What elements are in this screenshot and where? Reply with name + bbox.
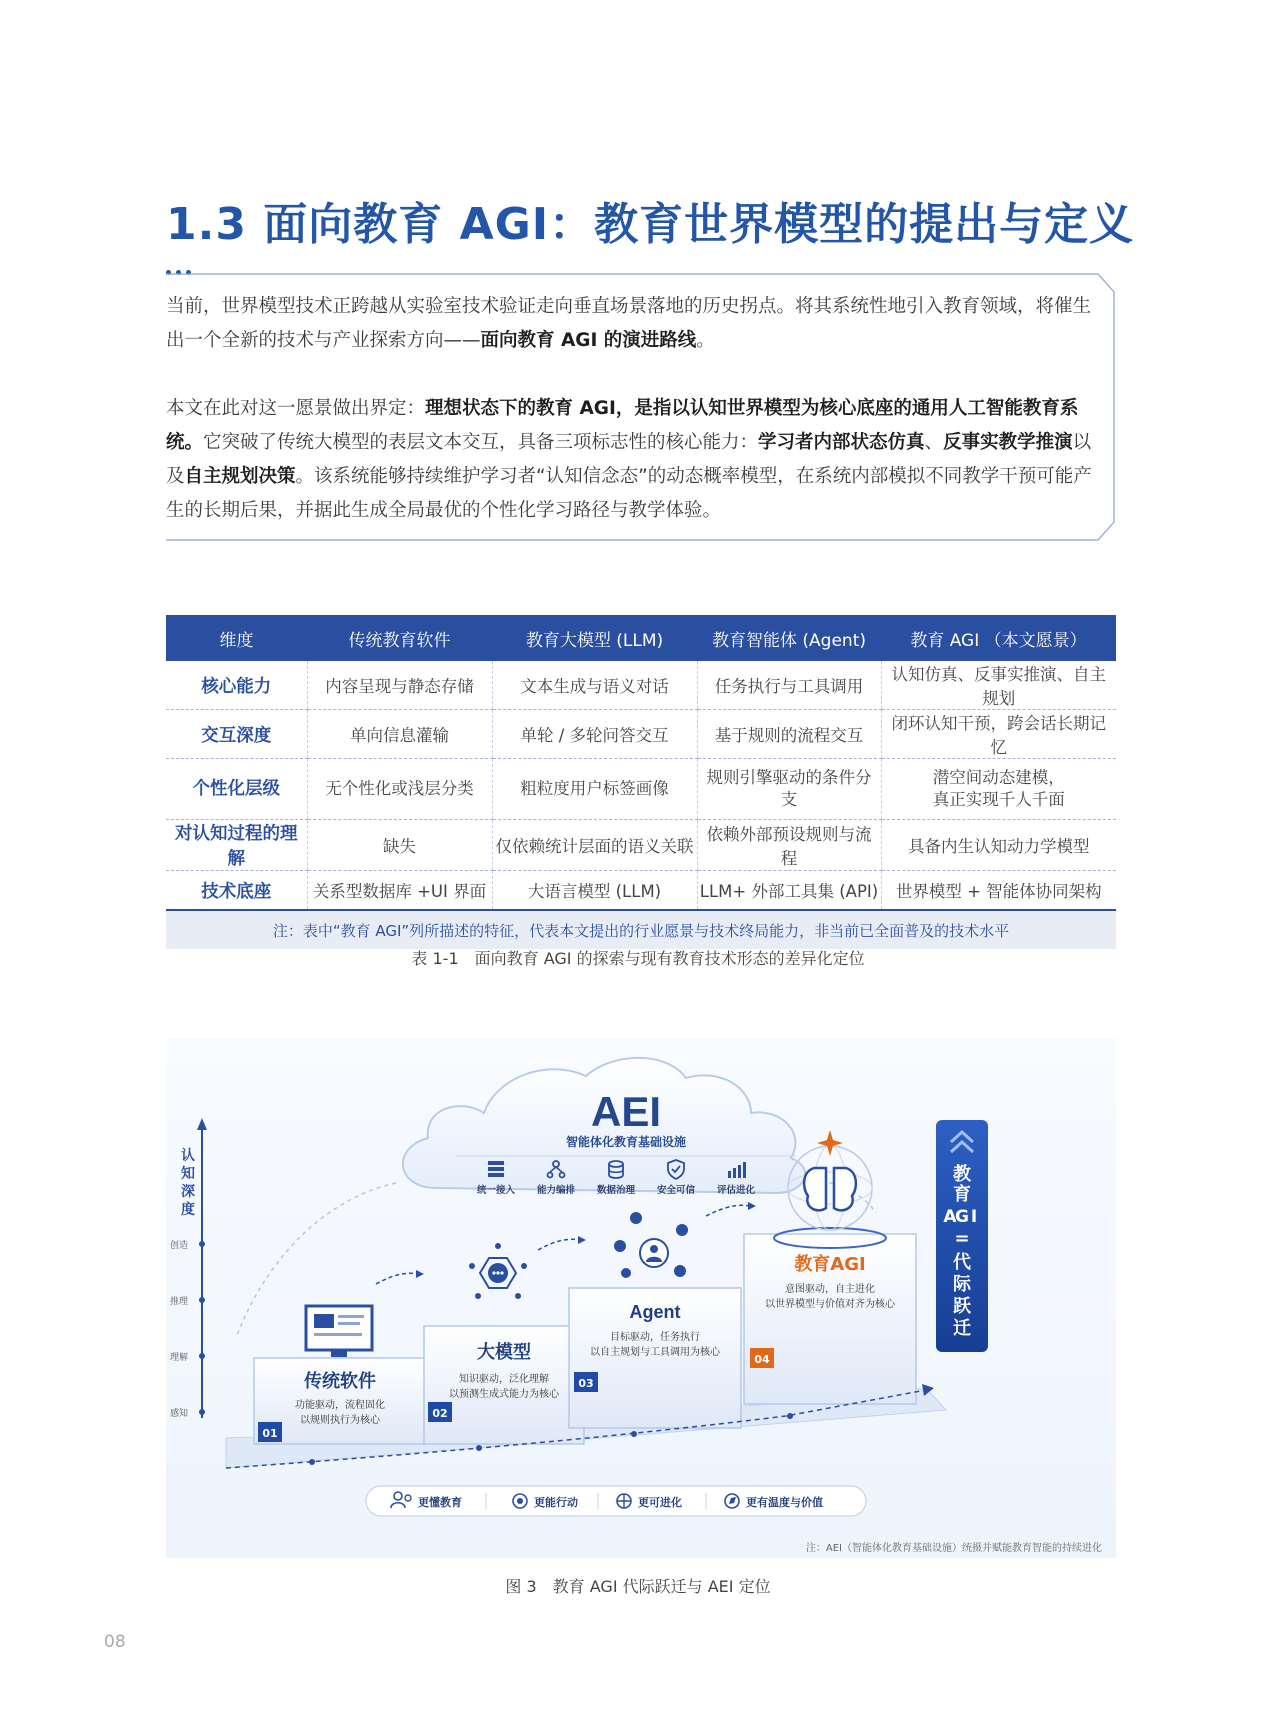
cloud-subtitle: 智能体化教育基础设施	[565, 1135, 687, 1149]
step-desc: 以规则执行为核心	[300, 1415, 380, 1426]
row-header: 个性化层级	[166, 759, 307, 820]
y-axis-label-char: 深	[181, 1184, 195, 1200]
table-cell: 粗粒度用户标签画像	[492, 759, 697, 820]
value-label: 更可进化	[638, 1496, 682, 1509]
y-tick-label: 创造	[169, 1241, 188, 1251]
table-cell: 单向信息灌输	[307, 710, 492, 759]
row-header: 技术底座	[166, 871, 307, 911]
agent-icon	[614, 1212, 688, 1278]
table-cell: 仅依赖统计层面的语义关联	[492, 820, 697, 871]
y-tick-label: 理解	[169, 1353, 188, 1363]
cycle-icon	[617, 1494, 631, 1508]
table-cell: 关系型数据库 +UI 界面	[307, 871, 492, 911]
step-desc: 功能驱动，流程固化	[295, 1400, 385, 1411]
value-label: 更有温度与价值	[746, 1496, 823, 1509]
step-title: 传统软件	[304, 1371, 376, 1392]
y-axis-label-char: 认	[181, 1148, 195, 1164]
y-axis-label-char: 知	[181, 1166, 195, 1182]
row-header: 对认知过程的理解	[166, 820, 307, 871]
banner-char: 代	[953, 1252, 971, 1273]
table-cell: 任务执行与工具调用	[697, 661, 881, 710]
table-row	[166, 759, 1116, 820]
aei-figure	[166, 1038, 1116, 1558]
table-row	[166, 820, 1116, 871]
banner-char: 际	[953, 1274, 971, 1295]
step-number: 01	[262, 1427, 278, 1440]
banner-char: 教	[953, 1164, 971, 1185]
comparison-table	[166, 615, 1116, 949]
value-label: 更能行动	[534, 1496, 578, 1509]
table-cell: 文本生成与语义对话	[492, 661, 697, 710]
step-title: Agent	[629, 1302, 681, 1322]
table-cell: 基于规则的流程交互	[697, 710, 881, 759]
step-number: 03	[578, 1377, 594, 1390]
table-header-row	[166, 615, 1116, 661]
table-cell: 内容呈现与静态存储	[307, 661, 492, 710]
intro-text	[166, 290, 1101, 528]
values-bar	[366, 1486, 866, 1516]
cloud-item-label: 安全可信	[656, 1185, 696, 1196]
step-03	[569, 1212, 741, 1428]
figure-note: 注：AEI（智能体化教育基础设施）统摄并赋能教育智能的持续进化	[805, 1543, 1102, 1554]
table-cell: 闭环认知干预，跨会话长期记忆	[881, 710, 1116, 759]
banner-char: 育	[953, 1184, 971, 1205]
banner-char: =	[954, 1228, 970, 1249]
server-icon	[488, 1161, 504, 1177]
figure-caption: 图 3 教育 AGI 代际跃迁与 AEI 定位	[505, 1577, 771, 1596]
table-caption: 表 1-1 面向教育 AGI 的探索与现有教育技术形态的差异化定位	[411, 949, 865, 968]
table-note: 注：表中“教育 AGI”列所描述的特征，代表本文提出的行业愿景与技术终局能力，非当前已全面普及的技术水平	[166, 910, 1116, 949]
column-header: 教育 AGI （本文愿景）	[881, 615, 1116, 661]
step-title: 教育AGI	[794, 1254, 866, 1275]
y-axis-label-char: 度	[181, 1202, 195, 1218]
cloud-item-label: 评估进化	[716, 1185, 756, 1196]
table-row	[166, 661, 1116, 710]
table-row	[166, 710, 1116, 759]
table-cell: 认知仿真、反事实推演、自主规划	[881, 661, 1116, 710]
y-tick-label: 感知	[169, 1409, 188, 1419]
monitor-icon	[306, 1306, 372, 1357]
y-tick-label: 推理	[169, 1297, 188, 1307]
table-cell: 潜空间动态建模， 真正实现千人千面	[881, 759, 1116, 820]
banner-char: I	[970, 1207, 978, 1227]
chat-network-icon	[469, 1243, 527, 1299]
table-cell: 具备内生认知动力学模型	[881, 820, 1116, 871]
intro-paragraph-2: 本文在此对这一愿景做出界定：理想状态下的教育 AGI，是指以认知世界模型为核心底座的通用人工智能教育系统。它突破了传统大模型的表层文本交互，具备三项标志性的核心能力：学习者内部状态仿真、反事实教学推演以及自主规划决策。该系统能够持续维护学习者“认知信念态”的动态概率模型，在系统内部模拟不同教学干预可能产生的长期后果，并据此生成全局最优的个性化学习路径与教学体验。	[166, 398, 1092, 521]
table-cell: 依赖外部预设规则与流程	[697, 820, 881, 871]
cloud-item-label: 数据治理	[596, 1185, 636, 1196]
step-desc: 知识驱动，泛化理解	[459, 1374, 549, 1385]
value-label: 更懂教育	[418, 1496, 462, 1509]
banner-char: 迁	[953, 1318, 971, 1339]
step-desc: 意图驱动，自主进化	[785, 1284, 875, 1295]
column-header: 维度	[166, 615, 307, 661]
column-header: 教育智能体 (Agent)	[697, 615, 881, 661]
cloud-title: AEI	[590, 1088, 662, 1135]
page-number: 08	[104, 1632, 126, 1652]
table-note-row	[166, 910, 1116, 949]
step-title: 大模型	[477, 1342, 531, 1363]
table-row	[166, 871, 1116, 911]
table-cell: 世界模型 + 智能体协同架构	[881, 871, 1116, 911]
table-cell: 缺失	[307, 820, 492, 871]
table-cell: LLM+ 外部工具集 (API)	[697, 871, 881, 911]
step-desc: 以自主规划与工具调用为核心	[590, 1347, 720, 1358]
banner-char: 跃	[953, 1296, 971, 1317]
table-cell: 单轮 / 多轮问答交互	[492, 710, 697, 759]
step-01	[254, 1306, 426, 1444]
table-cell: 无个性化或浅层分类	[307, 759, 492, 820]
row-header: 核心能力	[166, 661, 307, 710]
step-desc: 目标驱动，任务执行	[610, 1332, 700, 1343]
section-title: 1.3 面向教育 AGI：教育世界模型的提出与定义	[166, 199, 1135, 250]
column-header: 传统教育软件	[307, 615, 492, 661]
step-number: 02	[432, 1407, 448, 1420]
step-desc: 以世界模型与价值对齐为核心	[765, 1299, 895, 1310]
step-number: 04	[754, 1353, 770, 1366]
cloud-item-label: 统一接入	[476, 1185, 516, 1196]
table-cell: 规则引擎驱动的条件分支	[697, 759, 881, 820]
table-cell: 大语言模型 (LLM)	[492, 871, 697, 911]
intro-paragraph-1: 当前，世界模型技术正跨越从实验室技术验证走向垂直场景落地的历史拐点。将其系统性地引入教育领域，将催生出一个全新的技术与产业探索方向——面向教育 AGI 的演进路线。	[166, 296, 1092, 351]
step-02	[424, 1243, 584, 1444]
aei-cloud	[403, 1058, 805, 1196]
y-axis	[170, 1118, 207, 1419]
row-header: 交互深度	[166, 710, 307, 759]
step-desc: 以预测生成式能力为核心	[449, 1389, 559, 1400]
cloud-item-label: 能力编排	[536, 1185, 576, 1196]
banner-char: A	[943, 1207, 957, 1227]
column-header: 教育大模型 (LLM)	[492, 615, 697, 661]
agi-banner	[936, 1120, 988, 1352]
figure-canvas	[166, 1038, 1116, 1558]
banner-char: G	[955, 1207, 969, 1227]
